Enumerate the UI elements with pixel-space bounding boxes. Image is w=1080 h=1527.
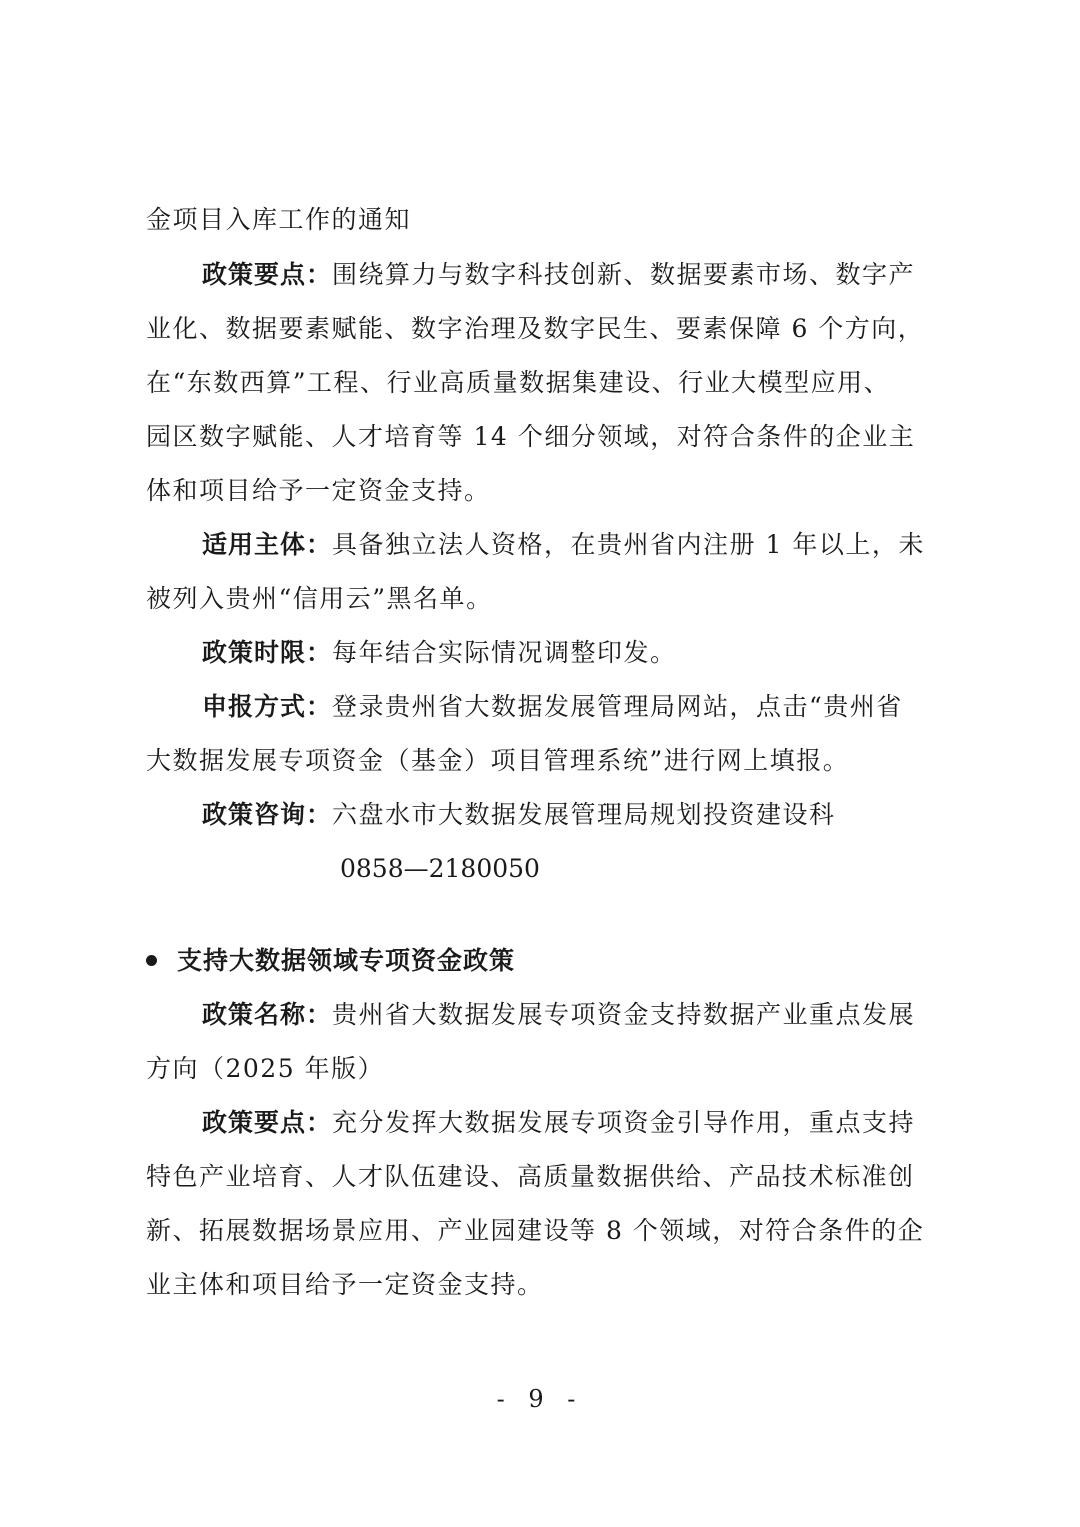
applicable-subject-label: 适用主体： [202, 530, 333, 559]
policy-period-text: 每年结合实际情况调整印发。 [332, 638, 677, 667]
applicable-subject-paragraph [202, 528, 946, 562]
policy-points-label: 政策要点： [202, 260, 333, 289]
policy-points-line-2: 新、拓展数据场景应用、产业园建设等 8 个领域，对符合条件的企 [146, 1216, 925, 1245]
policy-points-text-2: 充分发挥大数据发展专项资金引导作用，重点支持 [332, 1108, 916, 1137]
application-method-text: 登录贵州省大数据发展管理局网站，点击“贵州省 [332, 692, 903, 721]
policy-points-line: 业化、数据要素赋能、数字治理及数字民生、要素保障 6 个方向， [146, 314, 925, 343]
application-method-paragraph [202, 690, 946, 724]
policy-name-text: 贵州省大数据发展专项资金支持数据产业重点发展 [332, 1000, 916, 1029]
policy-points-line: 在“东数西算”工程、行业高质量数据集建设、行业大模型应用、 [146, 368, 891, 397]
applicable-subject-line: 被列入贵州“信用云”黑名单。 [146, 584, 493, 613]
bullet-icon [146, 955, 157, 966]
policy-points-text: 围绕算力与数字科技创新、数据要素市场、数字产 [332, 260, 916, 289]
policy-consult-text: 六盘水市大数据发展管理局规划投资建设科 [332, 800, 836, 829]
application-method-label: 申报方式： [202, 692, 333, 721]
policy-name-label: 政策名称： [202, 1000, 333, 1029]
policy-consult-label: 政策咨询： [202, 800, 333, 829]
section-heading-text: 支持大数据领域专项资金政策 [177, 946, 516, 975]
policy-name-paragraph [202, 998, 946, 1032]
policy-consult-paragraph [202, 798, 946, 832]
page-number: - 9 - [496, 1385, 584, 1413]
consult-phone: 0858—2180050 [340, 854, 540, 883]
policy-period-paragraph [202, 636, 946, 670]
policy-points-line-2: 特色产业培育、人才队伍建设、高质量数据供给、产品技术标准创 [146, 1162, 915, 1191]
application-method-line: 大数据发展专项资金（基金）项目管理系统”进行网上填报。 [146, 746, 850, 775]
policy-points-paragraph [202, 258, 946, 292]
policy-period-label: 政策时限： [202, 638, 333, 667]
policy-points-label-2: 政策要点： [202, 1108, 333, 1137]
continuation-line: 金项目入库工作的通知 [146, 205, 412, 234]
policy-name-line: 方向（2025 年版） [146, 1054, 385, 1083]
policy-points-line-2: 业主体和项目给予一定资金支持。 [146, 1270, 544, 1299]
applicable-subject-text: 具备独立法人资格，在贵州省内注册 1 年以上，未 [332, 530, 925, 559]
policy-points-line: 园区数字赋能、人才培育等 14 个细分领域，对符合条件的企业主 [146, 422, 916, 451]
policy-points-line: 体和项目给予一定资金支持。 [146, 476, 491, 505]
policy-points-paragraph-2 [202, 1106, 946, 1140]
section-heading [146, 944, 515, 978]
